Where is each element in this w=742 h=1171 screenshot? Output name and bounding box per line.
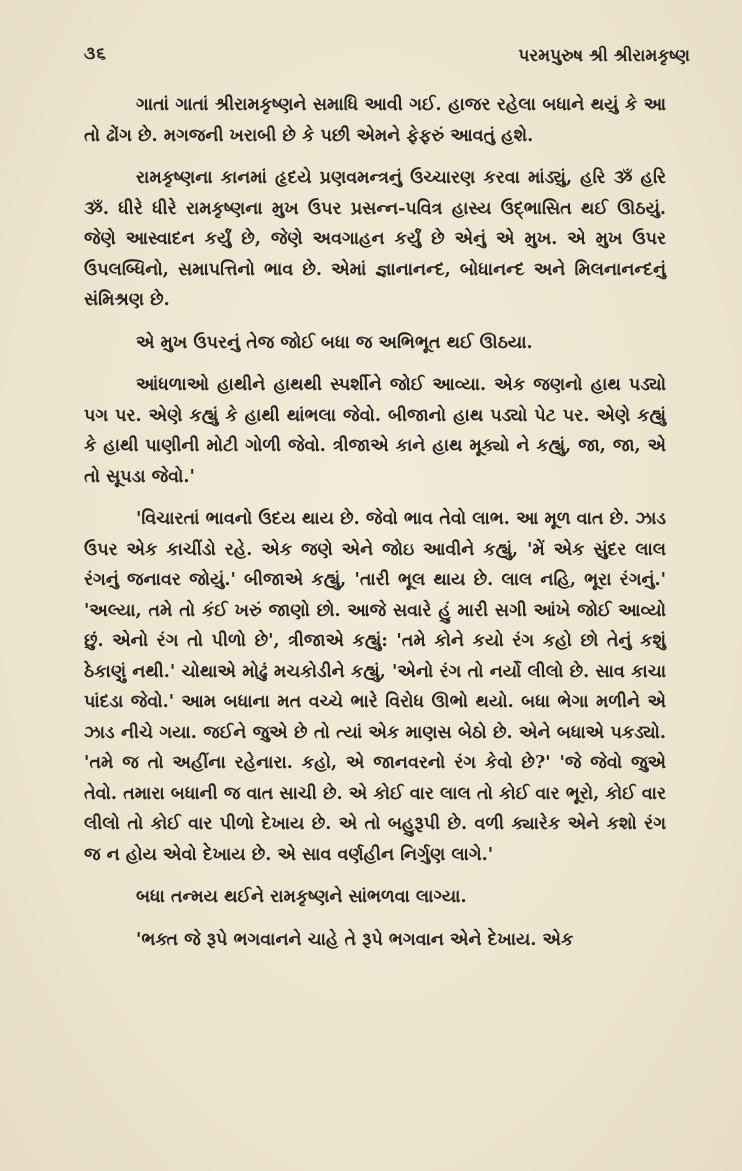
paragraph: આંધળાઓ હાથીને હાથથી સ્પર્શીને જોઈ આવ્યા. એક જણનો હાથ પડ્યો પગ પર. એણે કહ્યું કે હાથી થાંભલા જેવો. બીજાનો હાથ પડ્યો પેટ પર. એણે કહ્યું કે હાથી પાણીની મોટી ગોળી જેવો. ત્રીજાએ કાને હાથ મૂક્યો ને કહ્યું, જા, જા, એ તો સૂપડા જેવો.' [84,375,666,487]
paragraph: રામકૃષ્ણના કાનમાં હૃદયે પ્રણવમન્ત્રનું ઉચ્ચારણ કરવા માંડ્યું, હરિ ૐ હરિ ૐ. ધીરે ધીરે રામકૃષ્ણના મુખ ઉપર પ્રસન્ન-પવિત્ર હાસ્ય ઉદ્ભાસિત થઈ ઊઠયું. જેણે આસ્વાદન કર્યું છે, જેણે અવગાહન કર્યું છે એનું એ મુખ. એ મુખ ઉપર ઉપલબ્ધિનો, સમાપત્તિનો ભાવ છે. એમાં જ્ઞાનાનન્દ, બોધાનન્દ અને મિલનાનન્દનું સંમિશ્રણ છે. [84,168,666,310]
paragraph: એ મુખ ઉપરનું તેજ જોઈ બધા જ અભિભૂત થઈ ઊઠયા. [136,332,533,353]
running-title: પરમપુરુષ શ્રી શ્રીરામકૃષ્ણ [518,46,690,66]
paragraph: બધા તન્મય થઈને રામકૃષ્ણને સાંભળવા લાગ્યા. [136,887,467,907]
paragraph: 'ભક્ત જે રૂપે ભગવાનને ચાહે તે રૂપે ભગવાન એને દેખાય. એક [136,929,574,950]
body-text [84,90,666,967]
paragraph: 'વિચારતાં ભાવનો ઉદય થાય છે. જેવો ભાવ તેવો લાભ. આ મૂળ વાત છે. ઝાડ ઉપર એક કાચીંડો રહે. એક જણે એને જોઇ આવીને કહ્યું, 'મેં એક સુંદર લાલ રંગનું જનાવર જોયું.' બીજાએ કહ્યું, 'તારી ભૂલ થાય છે. લાલ નહિ, ભૂરા રંગનું.' 'અલ્યા, તમે તો કંઈ ખરું જાણો છો. આજે સવારે હું મારી સગી આંખે જોઈ આવ્યો છું. એનો રંગ તો પીળો છે', ત્રીજાએ કહ્યું: 'તમે કોને કયો રંગ કહો છો તેનું કશું ઠેકાણું નથી.' ચોથાએ મોઢું મચકોડીને કહ્યું, 'એનો રંગ તો નર્યો લીલો છે. સાવ કાચા પાંદડા જેવો.' આમ બધાના મત વચ્ચે ભારે વિરોધ ઊભો થયો. બધા ભેગા મળીને એ ઝાડ નીચે ગયા. જઈને જુએ છે તો ત્યાં એક માણસ બેઠો છે. એને બધાએ પકડ્યો. 'તમે જ તો અહીંના રહેનારા. કહો, એ જાનવરનો રંગ કેવો છે?' 'જે જેવો જુએ તેવો. તમારા બધાની જ વાત સાચી છે. એ કોઈ વાર લાલ તો કોઈ વાર ભૂરો, કોઈ વાર લીલો તો કોઈ વાર પીળો દેખાય છે. એ તો બહુરૂપી છે. વળી ક્યારેક એને કશો રંગ જ ન હોય એવો દેખાય છે. એ સાવ વર્ણહીન નિર્ગુણ લાગે.' [84,509,667,865]
page-number: ૩૬ [84,44,107,64]
paragraph: ગાતાં ગાતાં શ્રીરામકૃષ્ણને સમાધિ આવી ગઈ. હાજર રહેલા બધાને થયું કે આ તો ઢોંગ છે. મગજની ખરાબી છે કે પછી એમને ફેફરું આવતું હશે. [84,95,666,146]
